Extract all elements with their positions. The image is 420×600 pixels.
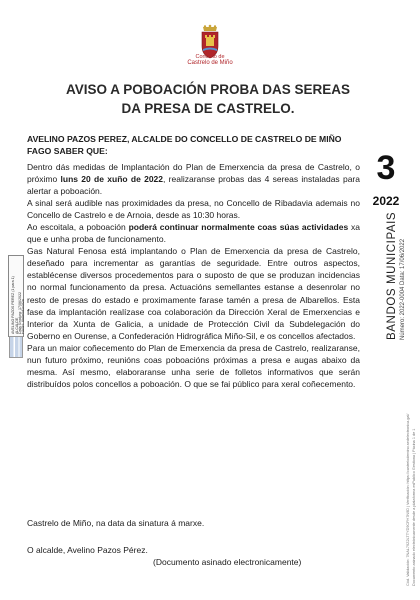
document-title — [48, 80, 368, 118]
greeting-line2: FAGO SABER QUE: — [27, 146, 108, 156]
signed-note: (Documento asinado electronicamente) — [153, 557, 302, 567]
signature-stamp — [8, 255, 24, 337]
paragraph-4: Gas Natural Fenosa está implantando o Plan de Emerxencia da presa de Castrelo, deseñado para incrementar as garantías de seguridade. Entre outros aspectos, establécense diversos procedementos para o suposto de que se produzan incidencias no normal funcionamento da presa. Actuacións semellantes estanse a desenrolar no resto de presas do estado e proximamente farase tamén a presa de Albarellos. Esta fase da implantación realízase coa colaboración da Dirección Xeral de Emerxencias e Interior da Xunta de Galicia, a unidade de Protección Civil da Subdelegación do Goberno en Ourense, a Confederación Hidrográfica Miño-Sil, e os concellos afectados. — [27, 246, 360, 341]
org-name-line1: Concello de — [195, 54, 225, 60]
paragraph-1 — [27, 161, 360, 197]
paragraph-3-text-c: xa que e unha proba de funcionamento. — [27, 222, 361, 245]
stamp-line4: HASH: 6b8e5d1c3f2a — [21, 299, 25, 334]
paragraph-3-emphasis: poderá continuar normalmente coas súas actividades — [128, 222, 349, 233]
stamp-line1: AVELINO PAZOS PEREZ (1 para 1) — [11, 276, 15, 334]
verification-code-line1: Cód. Validación: 7NAL79Z2LTTYD9CFH7N9D | Verificación: https://castrelodemino.sedelectronica.gal/ — [406, 413, 410, 586]
bando-number: 3 — [376, 149, 396, 187]
org-name-line2: Castrelo de Miño — [187, 60, 233, 66]
paragraph-5: Para un maior coñecemento do Plan de Emerxencia da presa de Castrelo, realizaranse, nun futuro próximo, reunións coas poboacións próximas a presa e augas abaixo da mesma. Así mesmo, elaboraranse unha serie de folletos informativos que serán distribuídos polos concellos a poboación. O que se fai público para xeral coñecemento. — [27, 342, 360, 389]
paragraph-3-text-a: Ao escoitala, a poboación — [27, 222, 129, 233]
place-date: Castrelo de Miño, na data da sinatura á marxe. — [27, 518, 205, 528]
title-line1: AVISO A POBOACIÓN PROBA DAS SEREAS — [65, 82, 351, 97]
paragraph-1-date: luns 20 de xuño de 2022 — [60, 174, 164, 185]
document-body — [27, 161, 360, 390]
bando-year: 2022 — [372, 194, 400, 208]
stamp-line2: ALCALDE — [15, 317, 19, 334]
greeting — [27, 133, 362, 157]
bandos-vertical-label: BANDOS MUNICIPAIS — [386, 211, 398, 340]
verification-code-line2: Documento asinado electrónicamente desde a plataforma esPublico Gestiona | Páxina 1 de 1 — [412, 428, 416, 586]
stamp-barcode-icon — [9, 336, 23, 358]
paragraph-1-text-c: , realizaranse probas das 4 sereas instaladas para alertar a poboación. — [27, 174, 360, 197]
signature-line: O alcalde, Avelino Pazos Pérez. — [27, 545, 148, 555]
title-line2: DA PRESA DE CASTRELO. — [121, 101, 295, 116]
paragraph-1-text-a: Dentro dás medidas de Implantación do Plan de Emerxencia da presa de Castrelo, o próximo — [27, 162, 360, 185]
paragraph-3 — [27, 221, 360, 245]
stamp-line3: Data Sinatura: 17/06/2022 — [18, 292, 22, 334]
greeting-line1: AVELINO PAZOS PEREZ, ALCALDE DO CONCELLO DE CASTRELO DE MIÑO — [27, 134, 342, 144]
bandos-number-date: Número: 2022-0004 Data: 17/06/2022 — [400, 238, 406, 340]
paragraph-2: A sinal será audible nas proximidades da presa, no Concello de Ribadavia ademais no Concello de Castrelo e de Arnoia, desde as 10:30 horas. — [27, 198, 360, 221]
